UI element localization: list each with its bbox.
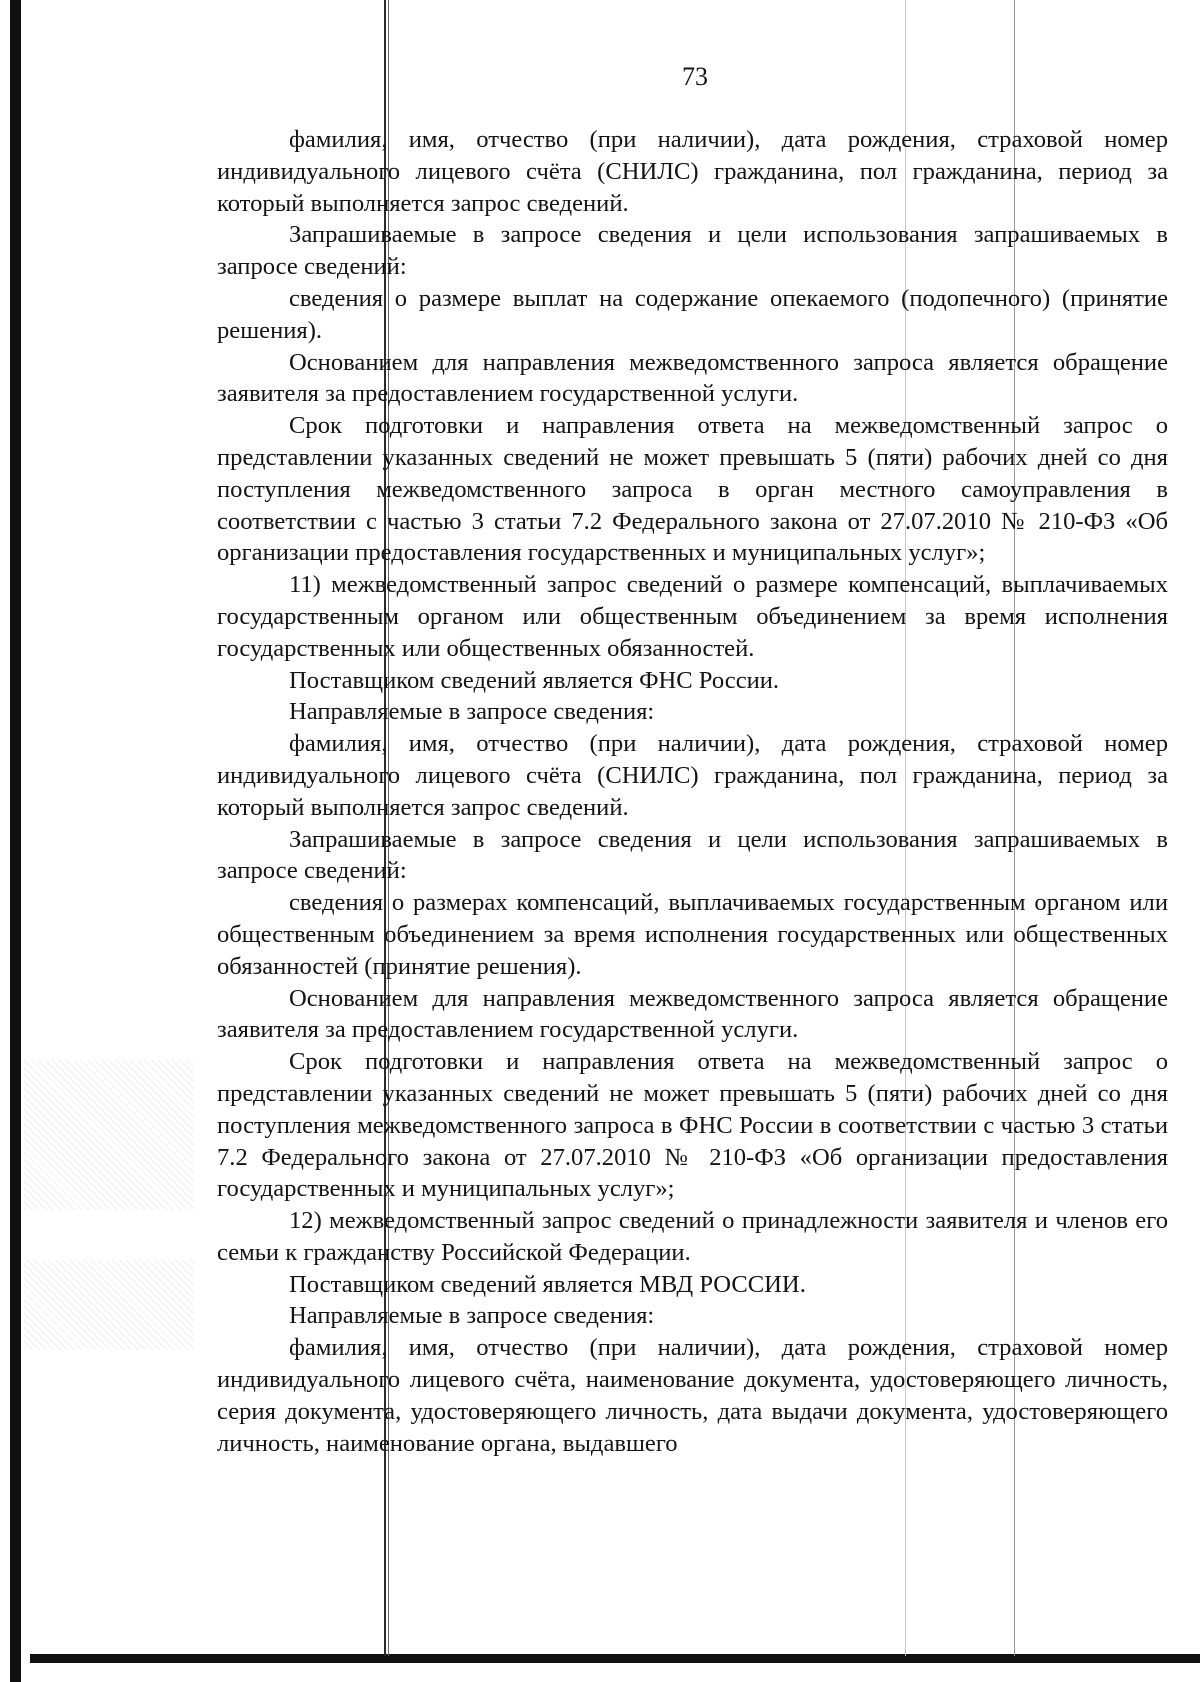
page-number: 73 bbox=[682, 62, 708, 91]
paragraph: Запрашиваемые в запросе сведения и цели использования запрашиваемых в запросе сведений: bbox=[217, 221, 1168, 281]
paragraph: Направляемые в запросе сведения: bbox=[289, 1302, 655, 1330]
paragraph: фамилия, имя, отчество (при наличии), дата рождения, страховой номер индивидуального лицевого счёта (СНИЛС) гражданина, пол гражданина, период за который выполняется запрос сведений. bbox=[217, 730, 1168, 821]
scan-noise bbox=[24, 1260, 194, 1350]
paragraph: фамилия, имя, отчество (при наличии), дата рождения, страховой номер индивидуального лицевого счёта, наименование документа, удостоверяющего личность, серия документа, удостоверяющего личность, дата выдачи документа, удостоверяющего личность, наименование органа, выдавшего bbox=[217, 1334, 1168, 1457]
paragraph: Запрашиваемые в запросе сведения и цели использования запрашиваемых в запросе сведений: bbox=[217, 825, 1168, 885]
scan-left-border bbox=[10, 0, 21, 1682]
paragraph: Срок подготовки и направления ответа на межведомственный запрос о представлении указанных сведений не может превышать 5 (пяти) рабочих дней со дня поступления межведомственного запроса в ФНС России в соответствии с частью 3 статьи 7.2 Федерального закона от 27.07.2010 № 210-ФЗ «Об организации предоставления государственных и муниципальных услуг»; bbox=[217, 1048, 1168, 1203]
paragraph: сведения о размерах компенсаций, выплачиваемых государственным органом или общественным объединением за время исполнения государственных или общественных обязанностей (принятие решения). bbox=[217, 889, 1168, 980]
paragraph: Поставщиком сведений является МВД РОССИИ. bbox=[289, 1270, 806, 1298]
paragraph: 12) межведомственный запрос сведений о принадлежности заявителя и членов его семьи к гражданству Российской Федерации. bbox=[217, 1207, 1168, 1266]
scan-noise bbox=[24, 1060, 194, 1210]
document-body bbox=[217, 124, 1168, 1459]
paragraph: 11) межведомственный запрос сведений о размере компенсаций, выплачиваемых государственным органом или общественным объединением за время исполнения государственных или общественных обязанностей. bbox=[217, 571, 1168, 662]
scan-bottom-border bbox=[30, 1654, 1200, 1663]
paragraph: Направляемые в запросе сведения: bbox=[289, 698, 655, 726]
paragraph: Срок подготовки и направления ответа на межведомственный запрос о представлении указанных сведений не может превышать 5 (пяти) рабочих дней со дня поступления межведомственного запроса в орган местного самоуправления в соответствии с частью 3 статьи 7.2 Федерального закона от 27.07.2010 № 210-ФЗ «Об организации предоставления государственных и муниципальных услуг»; bbox=[217, 412, 1168, 567]
paragraph: Основанием для направления межведомственного запроса является обращение заявителя за предоставлением государственной услуги. bbox=[217, 348, 1168, 408]
paragraph: фамилия, имя, отчество (при наличии), дата рождения, страховой номер индивидуального лицевого счёта (СНИЛС) гражданина, пол гражданина, период за который выполняется запрос сведений. bbox=[217, 126, 1168, 217]
paragraph: Основанием для направления межведомственного запроса является обращение заявителя за предоставлением государственной услуги. bbox=[217, 984, 1168, 1044]
paragraph: Поставщиком сведений является ФНС России. bbox=[289, 666, 780, 694]
paragraph: сведения о размере выплат на содержание опекаемого (подопечного) (принятие решения). bbox=[217, 284, 1168, 344]
